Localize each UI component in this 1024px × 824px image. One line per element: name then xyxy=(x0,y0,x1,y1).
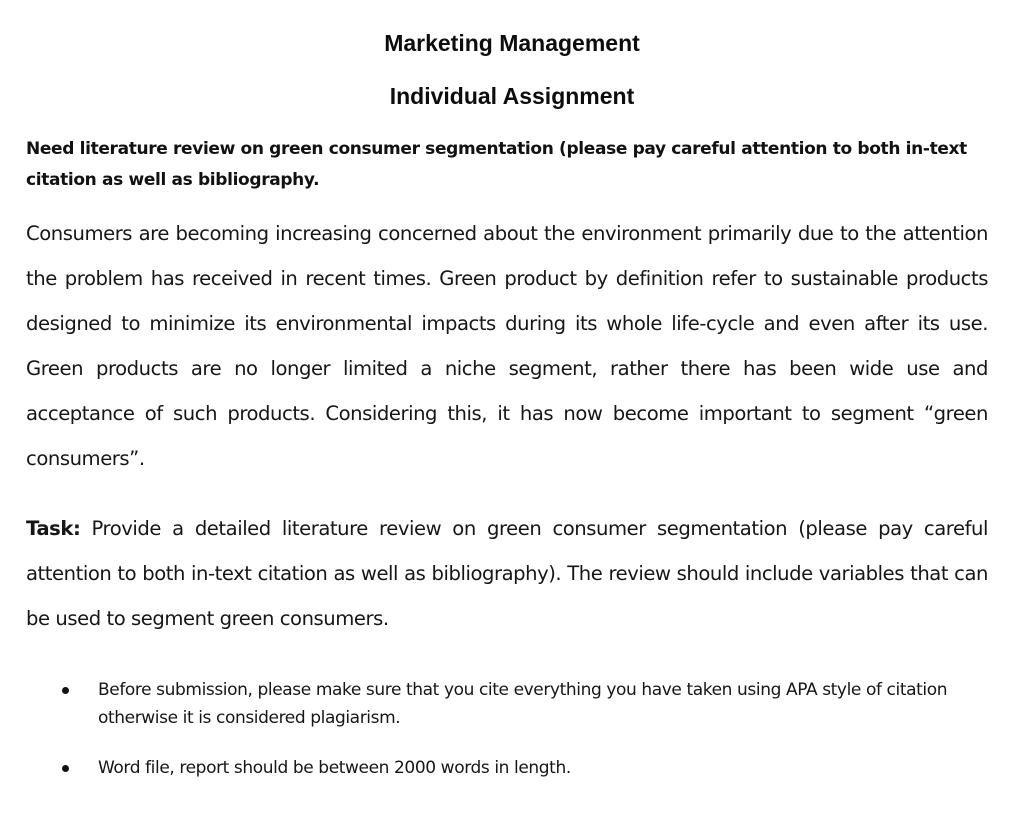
list-item-text: Before submission, please make sure that you cite everything you have taken using APA style of citation otherwise it is considered plagiarism. xyxy=(98,680,948,728)
requirements-list xyxy=(60,676,990,782)
list-item-text: Word file, report should be between 2000 words in length. xyxy=(98,758,571,778)
task-text: Provide a detailed literature review on green consumer segmentation (please pay careful attention to both in-text citation as well as bibliography). The review should include variables that can be used to segment green consumers. xyxy=(26,517,988,630)
context-paragraph: Consumers are becoming increasing concerned about the environment primarily due to the attention the problem has received in recent times. Green product by definition refer to sustainable products designed to minimize its environmental impacts during its whole life-cycle and even after its use. Green products are no longer limited a niche segment, rather there has been wide use and acceptance of such products. Considering this, it has now become important to segment “green consumers”. xyxy=(26,222,988,470)
document-subtitle: Individual Assignment xyxy=(389,83,635,109)
list-item xyxy=(60,754,990,782)
bullet-icon xyxy=(62,765,69,772)
document-title: Marketing Management xyxy=(384,30,640,56)
bullet-icon xyxy=(62,687,69,694)
task-paragraph xyxy=(26,506,988,641)
list-item xyxy=(60,676,990,732)
intro-request: Need literature review on green consumer segmentation (please pay careful attention to both in-text citation as well as bibliography. xyxy=(26,139,967,190)
task-label: Task: xyxy=(26,517,81,540)
